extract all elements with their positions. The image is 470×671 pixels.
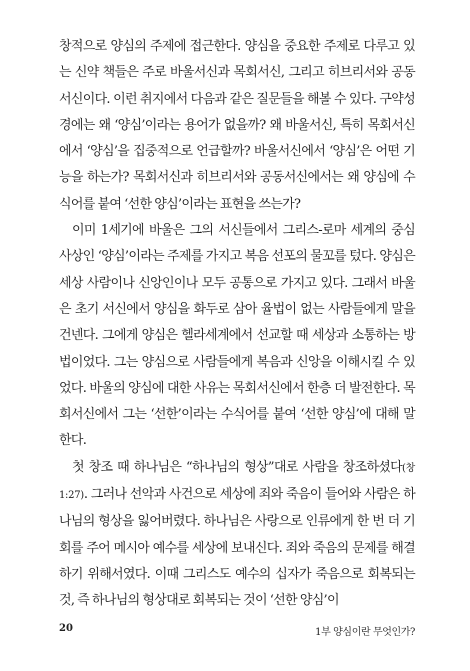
- page-number: 20: [59, 623, 73, 634]
- page-footer: [59, 623, 415, 641]
- running-head: 1부 양심이란 무엇인가?: [315, 627, 415, 638]
- paragraph-3-text-end: . 그러나 선악과 사건으로 세상에 죄와 죽음이 들어와 사람은 하나님의 형상을 잃어버렸다. 하나님은 사랑으로 인류에게 한 번 더 기회를 주어 메시아 예수를 세상에 보내신다. 죄와 죽음의 문제를 해결하기 위해서였다. 이때 그리스도 예수의 십자가 죽음으로 회복되는 것, 즉 하나님의 형상대로 회복되는 것이 ‘선한 양심’이: [59, 487, 415, 609]
- paragraph-2-text: 이미 1세기에 바울은 그의 서신들에서 그리스-로마 세계의 중심 사상인 ‘양심’이라는 주제를 가지고 복음 선포의 물꼬를 텄다. 양심은 세상 사람이나 신앙인이나 모두 공통으로 가지고 있다. 그래서 바울은 초기 서신에서 양심을 화두로 삼아 율법이 없는 사람들에게 말을 건넨다. 그에게 양심은 헬라세계에서 선교할 때 세상과 소통하는 방법이었다. 그는 양심으로 사람들에게 복음과 신앙을 이해시킬 수 있었다. 바울의 양심에 대한 사유는 목회서신에서 한층 더 발전한다. 목회서신에서 그는 ‘선한’이라는 수식어를 붙여 ‘선한 양심’에 대해 말한다.: [59, 223, 415, 449]
- paragraph-3-text-start: 첫 창조 때 하나님은 “하나님의 형상”대로 사람을 창조하셨다: [72, 459, 403, 475]
- paragraph-2: [59, 218, 415, 455]
- paragraph-1: [59, 34, 415, 218]
- scripture-citation: (창 1:27): [59, 462, 415, 502]
- page-body: [59, 34, 415, 615]
- paragraph-3: [59, 455, 415, 615]
- paragraph-1-text: 창적으로 양심의 주제에 접근한다. 양심을 중요한 주제로 다루고 있는 신약 책들은 주로 바울서신과 목회서신, 그리고 히브리서와 공동서신이다. 이런 취지에서 다음과 같은 질문들을 해볼 수 있다. 구약성경에는 왜 ‘양심’이라는 용어가 없을까? 왜 바울서신, 특히 목회서신에서 ‘양심’을 집중적으로 언급할까? 바울서신에서 ‘양심’은 어떤 기능을 하는가? 목회서신과 히브리서와 공동서신에서는 왜 양심에 수식어를 붙여 ‘선한 양심’이라는 표현을 쓰는가?: [59, 39, 415, 212]
